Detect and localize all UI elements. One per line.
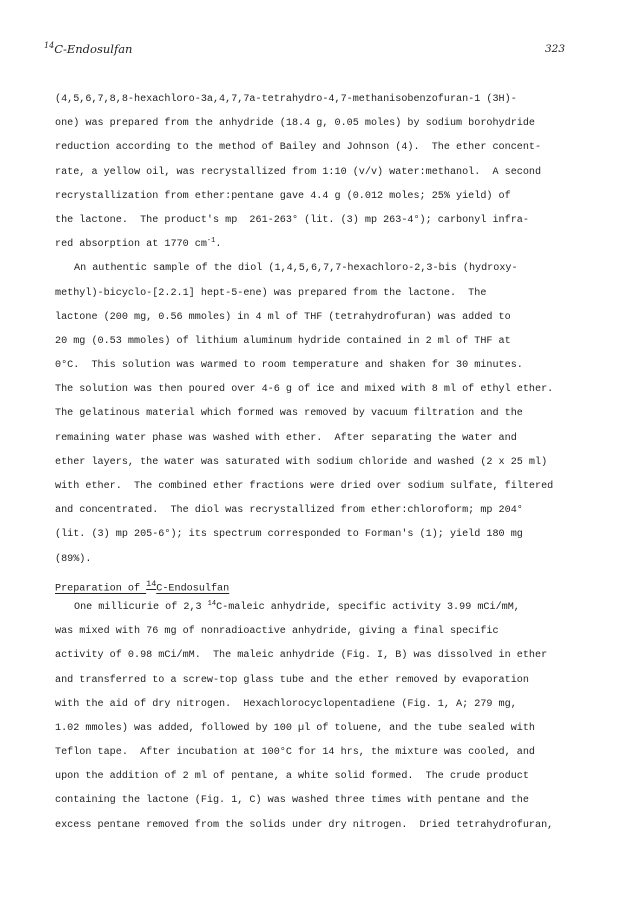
text-line: (89%).	[55, 553, 92, 565]
section-heading-prefix: Preparation of	[55, 583, 147, 595]
text-line: 1.02 mmoles) was added, followed by 100 µl of toluene, and the tube sealed with	[55, 722, 536, 734]
text-line: ether layers, the water was saturated with sodium chloride and washed (2 x 25 ml)	[55, 456, 548, 468]
text-line: methyl)-bicyclo-[2.2.1] hept-5-ene) was prepared from the lactone. The	[55, 287, 487, 299]
running-title-text: C-Endosulfan	[54, 42, 133, 56]
section-heading-superscript: 14	[146, 578, 157, 589]
text-line: Teflon tape. After incubation at 100°C for 14 hrs, the mixture was cooled, and	[55, 747, 536, 759]
text-fragment: One millicurie of 2,3	[74, 601, 208, 613]
text-line: lactone (200 mg, 0.56 mmoles) in 4 ml of THF (tetrahydrofuran) was added to	[55, 311, 511, 323]
text-line: (lit. (3) mp 205-6°); its spectrum corresponded to Forman's (1); yield 180 mg	[55, 529, 523, 541]
text-line: one) was prepared from the anhydride (18.4 g, 0.05 moles) by sodium borohydride	[55, 118, 536, 130]
text-fragment: .	[215, 239, 222, 251]
section-heading-rest: C-Endosulfan	[156, 583, 230, 595]
text-line: (4,5,6,7,8,8-hexachloro-3a,4,7,7a-tetrahydro-4,7-methanisobenzofuran-1 (3H)-	[55, 94, 517, 105]
running-title	[44, 41, 132, 56]
running-title-superscript: 14	[44, 41, 55, 50]
text-line: excess pentane removed from the solids under dry nitrogen. Dried tetrahydrofuran,	[55, 819, 554, 831]
text-line: the lactone. The product's mp 261-263° (lit. (3) mp 263-4°); carbonyl infra-	[55, 214, 529, 226]
text-line: The gelatinous material which formed was removed by vacuum filtration and the	[55, 408, 523, 420]
text-line: The solution was then poured over 4-6 g of ice and mixed with 8 ml of ethyl ether.	[55, 384, 554, 396]
text-line: was mixed with 76 mg of nonradioactive anhydride, giving a final specific	[55, 626, 499, 638]
text-line: recrystallization from ether:pentane gave 4.4 g (0.012 moles; 25% yield) of	[55, 190, 511, 202]
page-number: 323	[545, 43, 566, 55]
text-line: containing the lactone (Fig. 1, C) was washed three times with pentane and the	[55, 795, 529, 807]
section-heading	[55, 572, 575, 596]
text-line: remaining water phase was washed with ether. After separating the water and	[55, 432, 517, 444]
text-line: reduction according to the method of Bailey and Johnson (4). The ether concent-	[55, 142, 542, 154]
text-line	[55, 596, 575, 620]
text-line: with ether. The combined ether fractions were dried over sodium sulfate, filtered	[55, 481, 554, 492]
superscript: -1	[206, 237, 216, 246]
text-fragment: C-maleic anhydride, specific activity 3.99 mCi/mM,	[216, 601, 520, 613]
text-line: with the aid of dry nitrogen. Hexachlorocyclopentadiene (Fig. 1, A; 279 mg,	[55, 698, 517, 710]
text-line	[55, 233, 575, 257]
text-line: rate, a yellow oil, was recrystallized from 1:10 (v/v) water:methanol. A second	[55, 166, 542, 178]
text-line: An authentic sample of the diol (1,4,5,6,7,7-hexachloro-2,3-bis (hydroxy-	[74, 263, 518, 275]
text-line: and concentrated. The diol was recrystallized from ether:chloroform; mp 204°	[55, 505, 523, 517]
body-text	[55, 88, 575, 838]
text-fragment: red absorption at 1770 cm	[55, 239, 207, 251]
text-line: 20 mg (0.53 mmoles) of lithium aluminum hydride contained in 2 ml of THF at	[55, 335, 511, 347]
text-line: 0°C. This solution was warmed to room temperature and shaken for 30 minutes.	[55, 360, 523, 372]
superscript: 14	[207, 599, 217, 608]
text-line: activity of 0.98 mCi/mM. The maleic anhydride (Fig. I, B) was dissolved in ether	[55, 650, 548, 662]
text-line: upon the addition of 2 ml of pentane, a white solid formed. The crude product	[55, 771, 529, 783]
text-line: and transferred to a screw-top glass tube and the ether removed by evaporation	[55, 674, 529, 686]
